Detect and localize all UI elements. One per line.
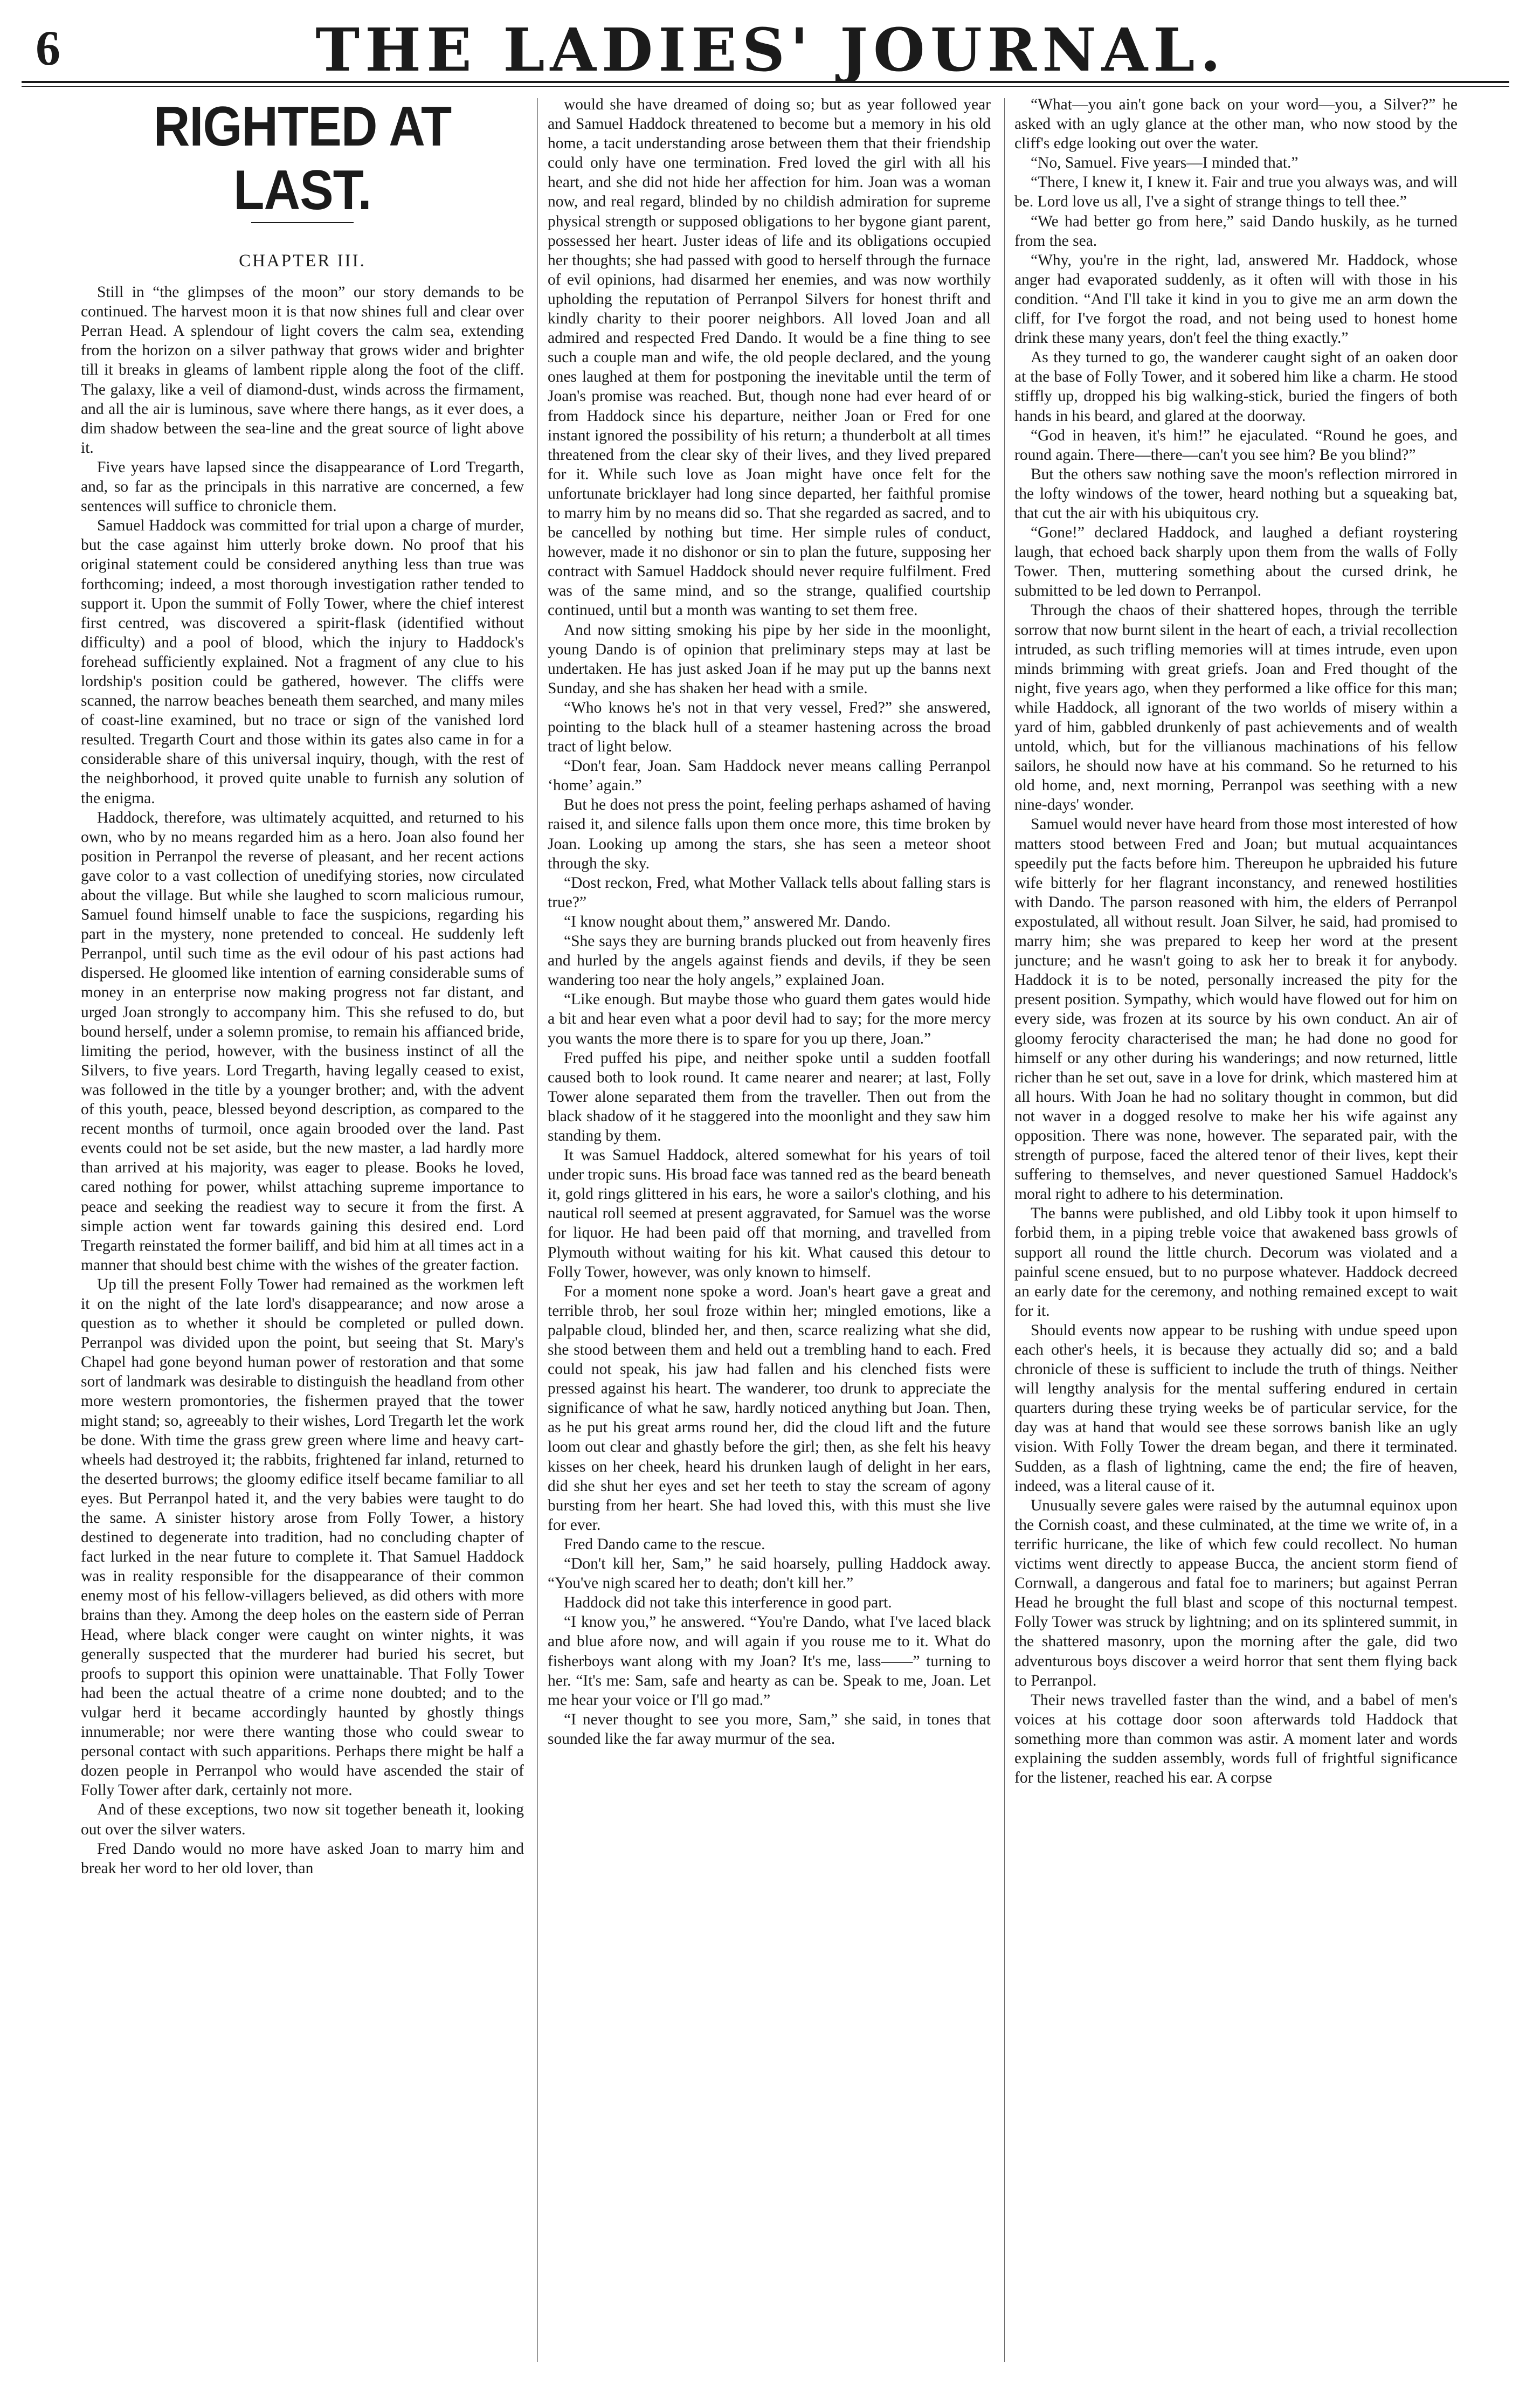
paragraph: “We had better go from here,” said Dando huskily, as he turned from the sea.: [1014, 212, 1458, 250]
column-1-body: [81, 282, 524, 1878]
paragraph: Samuel Haddock was committed for trial upon a charge of murder, but the case against him utterly broke down. No proof that his original statement could be considered anything less than true was forthcoming; indeed, a most thorough investigation rather tended to support it. Upon the summit of Folly Tower, where the chief interest first centred, was discovered a spirit-flask (identified without difficulty) and a pool of blood, which the injury to Haddock's forehead sufficiently explained. Not a fragment of any clue to his lordship's position could be gathered, however. The cliffs were scanned, the narrow beaches beneath them searched, and many miles of coast-line examined, but no trace or sign of the vanished lord resulted. Tregarth Court and those within its gates also came in for a considerable share of this universal inquiry, though, with the rest of the neighborhood, it proved quite unable to furnish any solution of the enigma.: [81, 517, 524, 807]
paragraph: “Don't fear, Joan. Sam Haddock never means calling Perranpol ‘home’ again.”: [548, 757, 991, 795]
paragraph: “There, I knew it, I knew it. Fair and true you always was, and will be. Lord love us all, I've a sight of strange things to tell thee.”: [1014, 174, 1458, 211]
paragraph: “Who knows he's not in that very vessel, Fred?” she answered, pointing to the black hull of a steamer hastening across the broad tract of light below.: [548, 699, 991, 756]
paragraph: Samuel would never have heard from those most interested of how matters stood between Fred and Joan; but mutual acquaintances speedily put the facts before him. Thereupon he upbraided his future wife bitterly for her flagrant inconstancy, and renewed hostilities with Dando. The parson reasoned with him, the elders of Perranpol expostulated, all without result. Joan Silver, he said, had promised to marry him; she was prepared to keep her word at the present juncture; and he wasn't going to ask her to break it for anybody. Haddock it is to be noted, personally increased the pity for the present position. Sympathy, which would have flowed out for him on every side, was frozen at its source by his own conduct. An air of gloomy ferocity characterised the man; he had done no good for himself or any other during his wanderings; and now returned, little richer than he set out, save in a love for drink, which mastered him at all hours. With Joan he had no solitary thought in common, but did not waver in a dogged resolve to make her his wife against any opposition. There was none, however. The separated pair, with the strength of purpose, faced the altered tenor of their lives, kept their suffering to themselves, and never questioned Samuel Haddock's moral right to adhere to his determination.: [1014, 816, 1458, 1203]
paragraph: “She says they are burning brands plucked out from heavenly fires and hurled by the angels against fiends and devils, if they be seen wandering too near the holy angels,” explained Joan.: [548, 933, 991, 989]
paragraph: As they turned to go, the wanderer caught sight of an oaken door at the base of Folly Tower, and it sobered him like a charm. He stood stiffly up, dropped his big walking-stick, buried the fingers of both hands in his beard, and glared at the doorway.: [1014, 349, 1458, 425]
paragraph: But the others saw nothing save the moon's reflection mirrored in the lofty windows of the tower, heard nothing but a squeaking bat, that cut the air with his ubiquitous cry.: [1014, 465, 1458, 522]
paragraph: Should events now appear to be rushing with undue speed upon each other's heels, it is because they actually did so; and a bald chronicle of these is sufficient to include the truth of things. Neither will lengthy analysis for the mental suffering endured in certain quarters during these trying weeks be of particular service, for the day was at hand that would see these sorrows banish like an ugly vision. With Folly Tower the dream began, and there it terminated. Sudden, as a flash of lightning, came the end; the fire of heaven, indeed, was a literal cause of it.: [1014, 1321, 1458, 1495]
paragraph: Five years have lapsed since the disappearance of Lord Tregarth, and, so far as the principals in this narrative are concerned, a few sentences will suffice to chronicle them.: [81, 458, 524, 515]
paragraph: And of these exceptions, two now sit together beneath it, looking out over the silver waters.: [81, 1801, 524, 1838]
masthead-rule: [22, 81, 1509, 87]
paragraph: Haddock, therefore, was ultimately acquitted, and returned to his own, who by no means regarded him as a hero. Joan also found her position in Perranpol the reverse of pleasant, and her recent actions gave color to a vast collection of unedifying stories, now circulated about the village. But while she laughed to scorn malicious rumour, Samuel found himself unable to face the suspicions, regarding his part in the mystery, none pretended to conceal. He suddenly left Perranpol, until such time as the evil odour of his past actions had dispersed. He gloomed like intention of earning considerable sums of money in an enterprise now making progress not far distant, and urged Joan strongly to accompany him. This she refused to do, but bound herself, under a solemn promise, to remain his affianced bride, limiting the period, however, with the business instinct of all the Silvers, to five years. Lord Tregarth, having legally ceased to exist, was followed in the title by a younger brother; and, with the advent of this youth, peace, blessed beyond description, as compared to the recent months of turmoil, once again brooded over the land. Past events could not be set aside, but the new master, a lad hardly more than arrived at his majority, was eager to please. Books he loved, cared nothing for power, whilst attaching supreme importance to peace and seeking the readiest way to secure it from the first. A simple action went far towards gaining this desired end. Lord Tregarth reinstated the former bailiff, and bid him at all times act in a manner that should best chime with the wishes of the greater faction.: [81, 809, 524, 1274]
paragraph: “I know you,” he answered. “You're Dando, what I've laced black and blue afore now, and will again if you rouse me to it. What do fisherboys want along with my Joan? It's me, lass——” turning to her. “It's me: Sam, safe and hearty as can be. Speak to me, Joan. Let me hear your voice or I'll go mad.”: [548, 1613, 991, 1709]
journal-title: THE LADIES' JOURNAL.: [315, 15, 1226, 85]
paragraph: “What—you ain't gone back on your word—you, a Silver?” he asked with an ugly glance at the other man, who now stood by the cliff's edge looking out over the water.: [1014, 96, 1458, 153]
title-underline: [251, 222, 354, 223]
paragraph: Unusually severe gales were raised by the autumnal equinox upon the Cornish coast, and these culminated, at the time we write of, in a terrific hurricane, the like of which few could recollect. No human victims went directly to appease Bucca, the ancient storm fiend of Cornwall, a dangerous and fatal foe to mariners; but against Perran Head he brought the full blast and scope of this nocturnal tempest. Folly Tower was struck by lightning; and on its splintered summit, in the shattered masonry, upon the morning after the gale, did two adventurous boys discover a weird horror that sent them flying back to Perranpol.: [1014, 1496, 1458, 1689]
paragraph: And now sitting smoking his pipe by her side in the moonlight, young Dando is of opinion that preliminary steps may at last be undertaken. He has just asked Joan if he may put up the banns next Sunday, and she has shaken her head with a smile.: [548, 621, 991, 697]
paragraph: would she have dreamed of doing so; but as year followed year and Samuel Haddock threatened to become but a memory in his old home, a tacit understanding arose between them that their friendship could only have one termination. Fred loved the girl with all his heart, and she did not hide her affection for him. Joan was a woman now, and real regard, blinded by no childish admiration for supreme physical strength or supposed obligations to her bygone giant parent, possessed her heart. Juster ideas of life and its obligations occupied her thoughts; she had passed with good to herself through the furnace of evil opinions, had disarmed her enemies, and was now worthily upholding the reputation of Perranpol Silvers for honest thrift and kindly charity to their poorer neighbors. All loved Joan and all admired and respected Fred Dando. It would be a fine thing to see such a couple man and wife, the old people declared, and the young ones laughed at them for postponing the inevitable until the term of Joan's promise was reached. But, though none had ever heard of or from Haddock since his departure, neither Joan or Fred for one instant ignored the possibility of his return; a thunderbolt at all times threatened from the clear sky of their lives, and they lived prepared for it. While such love as Joan might have once felt for the unfortunate bricklayer had long since departed, her faithful promise to marry him by no means did so. That she regarded as sacred, and to be cancelled by nothing but time. Her simple rules of conduct, however, made it no dishonor or sin to plan the future, supposing her contract with Samuel Haddock should never require fulfilment. Fred was of the same mind, and so the strange, qualified courtship continued, until but a month was wanting to set them free.: [548, 96, 991, 619]
paragraph: “God in heaven, it's him!” he ejaculated. “Round he goes, and round again. There—there—can't you see him? Be you blind?”: [1014, 426, 1458, 464]
paragraph: “No, Samuel. Five years—I minded that.”: [1031, 154, 1299, 172]
column-divider: [1004, 98, 1005, 2362]
paragraph: “Why, you're in the right, lad, answered Mr. Haddock, whose anger had evaporated suddenly, as it often will with those in his condition. “And I'll take it kind in you to give me an arm down the cliff, for I've forgot the road, and not being used to honest home drink these many years, don't feel the thing exactly.”: [1014, 251, 1458, 347]
paragraph: Up till the present Folly Tower had remained as the workmen left it on the night of the late lord's disappearance; and now arose a question as to whether it should be completed or pulled down. Perranpol was divided upon the point, but seeing that St. Mary's Chapel had gone beyond human power of restoration and that some sort of landmark was desirable to distinguish the headland from other more western promontories, the fishermen prayed that the tower might stand; so, agreeably to their wishes, Lord Tregarth let the work be done. With time the grass grew green where lime and heavy cart-wheels had destroyed it; the rabbits, frightened far inland, returned to the deserted burrows; the gloomy edifice itself became familiar to all eyes. But Perranpol hated it, and the very babies were taught to do the same. A sinister history arose from Folly Tower, a history destined to degenerate into tradition, had no concluding chapter of fact lurked in the near future to complete it. That Samuel Haddock was in reality responsible for the disappearance of their common enemy most of his fellow-villagers believed, as did others with more brains than they. Among the deep holes on the eastern side of Perran Head, where black conger were caught on winter nights, it was generally suspected that the murderer had buried his secret, but proofs to support this opinion were unattainable. That Folly Tower had been the actual theatre of a crime none doubted; and to the vulgar herd it became accordingly haunted by ghostly things innumerable; nor were there wanting those who could swear to personal contact with such apparitions. Perhaps there might be half a dozen people in Perranpol who would have ascended the stair of Folly Tower after dark, certainly not more.: [81, 1275, 524, 1799]
paragraph: Fred puffed his pipe, and neither spoke until a sudden footfall caused both to look round. It came nearer and nearer; at last, Folly Tower alone separated them from the traveller. Then out from the black shadow of it he staggered into the moonlight and they saw him standing by them.: [548, 1049, 991, 1144]
paragraph: “Like enough. But maybe those who guard them gates would hide a bit and hear even what a poor devil had to say; for the more mercy you wants the more there is to spare for you up there, Joan.”: [548, 991, 991, 1047]
paragraph: Fred Dando would no more have asked Joan to marry him and break her word to her old lover, than: [81, 1840, 524, 1877]
chapter-heading: CHAPTER III.: [239, 251, 366, 271]
paragraph: Fred Dando came to the rescue.: [564, 1535, 765, 1553]
paragraph: The banns were published, and old Libby took it upon himself to forbid them, in a piping treble voice that awakened bass growls of support all round the little church. Decorum was violated and a painful scene ensued, but to no purpose whatever. Haddock decreed an early date for the ceremony, and nothing remained except to wait for it.: [1014, 1205, 1458, 1320]
column-1: [81, 95, 524, 2375]
paragraph: But he does not press the point, feeling perhaps ashamed of having raised it, and silence falls upon them once more, this time broken by Joan. Looking up among the stars, she has seen a meteor shoot through the sky.: [548, 796, 991, 872]
paragraph: “Don't kill her, Sam,” he said hoarsely, pulling Haddock away. “You've nigh scared her to death; don't kill her.”: [548, 1555, 991, 1592]
page-number: 6: [36, 20, 60, 75]
paragraph: “Dost reckon, Fred, what Mother Vallack tells about falling stars is true?”: [548, 874, 991, 911]
paragraph: Still in “the glimpses of the moon” our story demands to be continued. The harvest moon it is that now shines full and clear over Perran Head. A splendour of light covers the calm sea, extending from the horizon on a silver pathway that grows wider and brighter till it breaks in gleams of lambent ripple along the foot of the cliff. The galaxy, like a veil of diamond-dust, winds across the firmament, and all the air is luminous, save where there hangs, as it ever does, a dim shadow between the sea-line and the great source of light above it.: [81, 284, 524, 457]
paragraph: Through the chaos of their shattered hopes, through the terrible sorrow that now burnt silent in the heart of each, a trivial recollection intruded, as such trifling memories will at times intrude, even upon minds brimming with great griefs. Joan and Fred thought of the night, five years ago, when they performed a like office for this man; while Haddock, all ignorant of the two worlds of misery within a yard of him, gabbled drunkenly of past achievements and of wealth untold, which, but for the villianous machinations of his fellow sailors, he should now have at his command. So he returned to his old home, and, next morning, Perranpol was seething with a new nine-days' wonder.: [1014, 602, 1458, 814]
paragraph: “I know nought about them,” answered Mr. Dando.: [564, 913, 891, 930]
paragraph: It was Samuel Haddock, altered somewhat for his years of toil under tropic suns. His broad face was tanned red as the beard beneath it, gold rings glittered in his ears, he wore a sailor's clothing, and his nautical roll seemed at present aggravated, for Samuel was the worse for liquor. He had been paid off that morning, and travelled from Plymouth without waiting for his kit. What caused this detour to Folly Tower, however, was only known to himself.: [548, 1147, 991, 1281]
paragraph: “I never thought to see you more, Sam,” she said, in tones that sounded like the far away murmur of the sea.: [548, 1710, 991, 1748]
paragraph: “Gone!” declared Haddock, and laughed a defiant roystering laugh, that echoed back sharply upon them from the walls of Folly Tower. Then, muttering something about the cursed drink, he submitted to be led down to Perranpol.: [1014, 524, 1458, 600]
paragraph: Haddock did not take this interference in good part.: [564, 1594, 892, 1612]
column-2: [548, 95, 991, 2375]
column-divider: [537, 98, 538, 2362]
paragraph: For a moment none spoke a word. Joan's heart gave a great and terrible throb, her soul froze within her; mingled emotions, like a palpable cloud, blinded her, and then, scarce realizing what she did, she stood between them and held out a trembling hand to each. Fred could not speak, his jaw had fallen and his clenched fists were pressed against his heart. The wanderer, too drunk to appreciate the significance of what he saw, hardly noticed anything but Joan. Then, as he put his great arms round her, did the cloud lift and the future loom out clear and ghastly before the girl; then, as she felt his heavy kisses on her cheek, heard his drunken laugh of delight in her ears, did she shut her eyes and set her teeth to stay the scream of agony bursting from her heart. She had loved this, with this must she live for ever.: [548, 1282, 991, 1534]
story-title: RIGHTED AT LAST.: [153, 95, 452, 222]
text-columns: [81, 95, 1531, 2375]
masthead: [32, 11, 1509, 86]
paragraph: Their news travelled faster than the wind, and a babel of men's voices at his cottage door soon afterwards told Haddock that something more than common was astir. A moment later and words explaining the sudden assembly, words full of frightful significance for the listener, reached his ear. A corpse: [1014, 1691, 1458, 1787]
column-3: [1014, 95, 1458, 2375]
column-2-body: [548, 95, 991, 1749]
column-3-body: [1014, 95, 1458, 1787]
